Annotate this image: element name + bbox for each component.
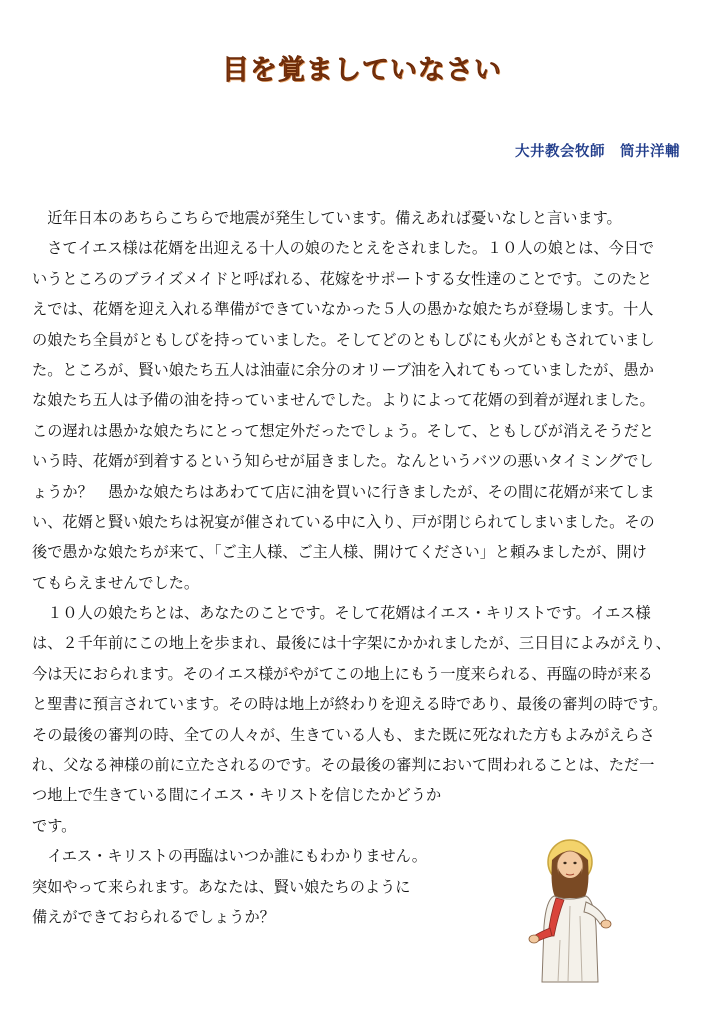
body-line: さてイエス様は花婿を出迎える十人の娘のたとえをされました。１０人の娘とは、今日で — [32, 239, 655, 258]
body-line: えでは、花婿を迎え入れる準備ができていなかった５人の愚かな娘たちが登場します。十人 — [32, 300, 654, 319]
body-line: つ地上で生きている間にイエス・キリストを信じたかどうか — [32, 786, 442, 805]
body-line: い、花婿と賢い娘たちは祝宴が催されている中に入り、戸が閉じられてしまいました。その — [32, 512, 655, 531]
author-byline: 大井教会牧師 筒井洋輔 — [515, 144, 680, 160]
body-line: 近年日本のあちらこちらで地震が発生しています。備えあれば憂いなしと言います。 — [32, 209, 622, 227]
article-body — [32, 203, 692, 932]
body-line: 備えができておられるでしょうか？ — [32, 907, 275, 926]
body-line: な娘たち五人は予備の油を持っていませんでした。よりによって花婿の到着が遅れました。 — [32, 391, 655, 410]
body-line: ょうか？ 愚かな娘たちはあわてて店に油を買いに行きましたが、その間に花婿が来てしま — [32, 482, 655, 501]
jesus-figure-icon — [520, 836, 620, 986]
body-line: この遅れは愚かな娘たちにとって想定外だったでしょう。そして、ともしびが消えそうだと — [32, 421, 655, 440]
body-line: その最後の審判の時、全ての人々が、生きている人も、また既に死なれた方もよみがえらさ — [32, 725, 655, 744]
body-line: いうところのブライズメイドと呼ばれる、花嫁をサポートする女性達のことです。このたと — [32, 269, 653, 288]
page-title: 目を覚ましていなさい — [222, 55, 502, 86]
body-line: てもらえませんでした。 — [32, 573, 200, 592]
body-line: は、２千年前にこの地上を歩まれ、最後には十字架にかかれましたが、三日目によみがえり、 — [32, 634, 671, 653]
body-line: イエス・キリストの再臨はいつか誰にもわかりません。 — [32, 847, 427, 866]
body-line: れ、父なる神様の前に立たされるのです。その最後の審判において問われることは、ただ一 — [32, 756, 655, 775]
body-line: 突如やって来られます。あなたは、賢い娘たちのように — [32, 877, 411, 896]
body-line: た。ところが、賢い娘たち五人は油壷に余分のオリーブ油を入れてもっていましたが、愚か — [32, 360, 654, 379]
body-line: の娘たち全員がともしびを持っていました。そしてどのともしびにも火がともされていまし — [32, 330, 655, 349]
body-line: いう時、花婿が到着するという知らせが届きました。なんというバツの悪いタイミングでし — [32, 452, 654, 471]
body-line: 後で愚かな娘たちが来て、「ご主人様、ご主人様、開けてください」と頼みましたが、開け — [32, 543, 647, 562]
body-line: 今は天におられます。そのイエス様がやがてこの地上にもう一度来られる、再臨の時が来る — [32, 664, 653, 683]
body-line: です。 — [32, 816, 77, 835]
body-line: と聖書に預言されています。その時は地上が終わりを迎える時であり、最後の審判の時です。 — [32, 695, 668, 714]
body-line: １０人の娘たちとは、あなたのことです。そして花婿はイエス・キリストです。イエス様 — [32, 604, 651, 623]
